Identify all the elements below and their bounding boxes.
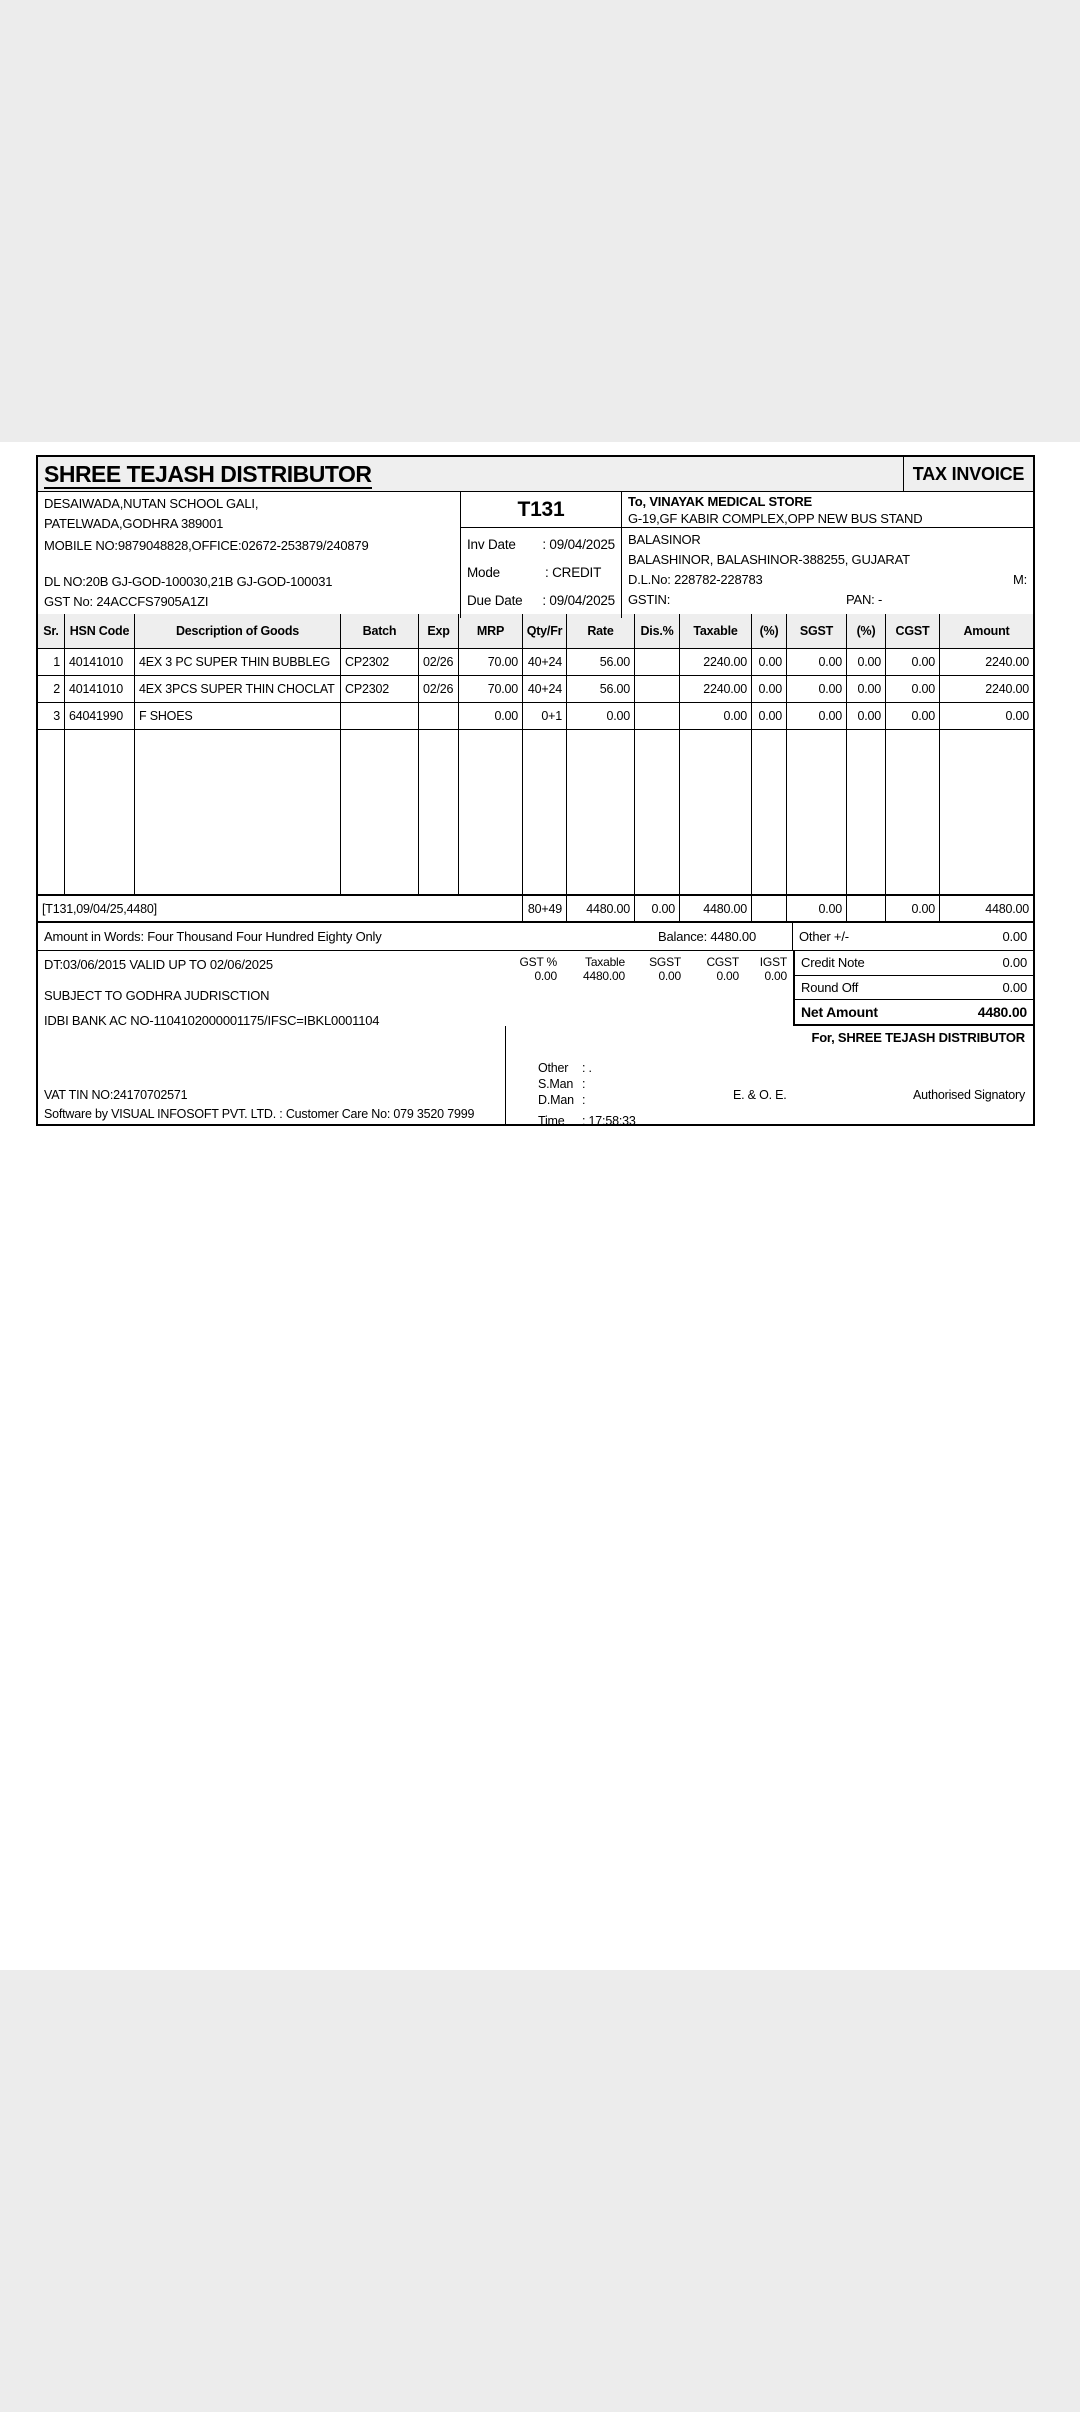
cell-qty: 40+24 — [523, 649, 567, 675]
eoe-label: E. & O. E. — [733, 1088, 787, 1102]
gst-sgst-header: SGST — [649, 955, 681, 969]
gst-igst-header: IGST — [759, 955, 787, 969]
cell-exp: 02/26 — [419, 676, 459, 702]
cell-sr: 2 — [38, 676, 65, 702]
table-row — [38, 649, 1033, 676]
gst-igst-value: 0.00 — [764, 969, 787, 983]
cell-taxable: 2240.00 — [680, 676, 752, 702]
cell-sgst-pct: 0.00 — [752, 703, 787, 729]
vat-tin: VAT TIN NO:24170702571 — [44, 1088, 188, 1102]
col-rate: Rate — [567, 614, 635, 648]
tax-invoice-document — [36, 455, 1035, 1126]
buyer-details — [622, 492, 1033, 618]
buyer-city: BALASINOR — [628, 532, 701, 547]
cell-qty: 40+24 — [523, 676, 567, 702]
amount-in-words: Amount in Words: Four Thousand Four Hundred Eighty Only — [44, 929, 382, 944]
other-footer-value: : . — [582, 1061, 592, 1075]
round-off-value: 0.00 — [1002, 980, 1027, 995]
credit-note-label: Credit Note — [801, 955, 865, 971]
seller-gst-number: GST No: 24ACCFS7905A1ZI — [44, 594, 209, 609]
cell-rate: 56.00 — [567, 649, 635, 675]
seller-address-1: DESAIWADA,NUTAN SCHOOL GALI, — [44, 496, 259, 511]
cell-exp: 02/26 — [419, 649, 459, 675]
net-amount-value: 4480.00 — [977, 1004, 1027, 1021]
table-empty-area — [38, 730, 1033, 896]
cell-batch: CP2302 — [341, 649, 419, 675]
cell-mrp: 70.00 — [459, 676, 523, 702]
cell-cgst-pct: 0.00 — [847, 703, 886, 729]
buyer-address-1: G-19,GF KABIR COMPLEX,OPP NEW BUS STAND — [628, 511, 923, 526]
invoice-dates — [461, 528, 621, 618]
print-time-row — [538, 1114, 636, 1128]
totals-sgst: 0.00 — [787, 896, 847, 921]
cell-amount: 2240.00 — [985, 682, 1029, 696]
validity-line: DT:03/06/2015 VALID UP TO 02/06/2025 — [44, 957, 273, 972]
summary-block — [38, 950, 1033, 1026]
for-signature-line: For, SHREE TEJASH DISTRIBUTOR — [811, 1030, 1025, 1045]
gst-cgst-header: CGST — [706, 955, 739, 969]
cell-description: F SHOES — [135, 703, 341, 729]
invoice-footer — [38, 1026, 1033, 1128]
col-cgst-pct: (%) — [847, 614, 886, 648]
other-footer-label: Other — [538, 1061, 569, 1075]
buyer-gstin-row — [628, 590, 1027, 610]
cell-exp — [419, 703, 459, 729]
cell-description: 4EX 3PCS SUPER THIN CHOCLAT — [135, 676, 341, 702]
sman-row — [538, 1076, 592, 1092]
col-sr: Sr. — [38, 614, 65, 648]
cell-mrp: 70.00 — [459, 649, 523, 675]
table-row — [38, 676, 1033, 703]
table-totals-row — [38, 896, 1033, 923]
time-label: Time — [538, 1114, 565, 1128]
invoice-page — [0, 442, 1080, 1970]
totals-rate: 4480.00 — [567, 896, 635, 921]
cell-sr: 3 — [38, 703, 65, 729]
gst-summary-table — [501, 955, 787, 983]
cell-cgst-pct: 0.00 — [847, 676, 886, 702]
col-hsn: HSN Code — [65, 614, 135, 648]
invoice-header — [38, 492, 1033, 614]
mode-row — [467, 559, 615, 587]
mode-value: : CREDIT — [545, 565, 602, 580]
net-amount-row — [795, 999, 1033, 1024]
gst-pct-header: GST % — [519, 955, 557, 969]
salesman-block — [538, 1060, 592, 1108]
cell-hsn: 40141010 — [65, 676, 135, 702]
gst-cgst-value: 0.00 — [716, 969, 739, 983]
cell-taxable: 0.00 — [680, 703, 752, 729]
other-label: Other +/- — [799, 929, 849, 944]
invoice-number: T131 — [461, 492, 621, 528]
cell-sgst-pct: 0.00 — [752, 676, 787, 702]
seller-name-heading — [38, 461, 903, 488]
cell-amount: 0.00 — [1005, 709, 1029, 723]
dman-value: : — [582, 1093, 586, 1107]
gst-summary-values — [501, 969, 787, 983]
totals-cgst-pct — [847, 896, 886, 921]
gst-pct-value: 0.00 — [534, 969, 557, 983]
totals-dis: 0.00 — [635, 896, 680, 921]
time-value: : 17:58:33 — [582, 1114, 636, 1128]
col-qty: Qty/Fr — [523, 614, 567, 648]
cell-cgst-pct: 0.00 — [847, 649, 886, 675]
amount-words-cell — [38, 923, 793, 950]
dman-row — [538, 1092, 592, 1108]
buyer-gstin-label: GSTIN: — [628, 592, 671, 607]
col-taxable: Taxable — [680, 614, 752, 648]
col-dis: Dis.% — [635, 614, 680, 648]
table-row — [38, 703, 1033, 730]
seller-details — [38, 492, 461, 618]
col-batch: Batch — [341, 614, 419, 648]
totals-taxable: 4480.00 — [680, 896, 752, 921]
seller-address-2: PATELWADA,GODHRA 389001 — [44, 516, 224, 531]
totals-ref: [T131,09/04/25,4480] — [38, 896, 523, 921]
tax-invoice-label: TAX INVOICE — [903, 457, 1033, 491]
other-adjustment-cell — [793, 923, 1033, 950]
sman-value: : — [582, 1077, 586, 1091]
other-row — [538, 1060, 592, 1076]
cell-cgst: 0.00 — [886, 703, 940, 729]
buyer-dl-row — [628, 570, 1027, 590]
totals-cgst: 0.00 — [886, 896, 940, 921]
gst-taxable-header: Taxable — [585, 955, 625, 969]
cell-sgst: 0.00 — [787, 703, 847, 729]
totals-box — [793, 950, 1033, 1026]
cell-dis — [635, 676, 680, 702]
cell-hsn: 40141010 — [65, 649, 135, 675]
inv-date-row — [467, 531, 615, 559]
inv-date-label: Inv Date — [467, 537, 516, 552]
net-amount-label: Net Amount — [801, 1004, 878, 1021]
cell-cgst: 0.00 — [886, 676, 940, 702]
cell-description: 4EX 3 PC SUPER THIN BUBBLEG — [135, 649, 341, 675]
title-row — [38, 457, 1033, 492]
cell-dis — [635, 649, 680, 675]
footer-divider — [505, 1026, 506, 1126]
due-date-label: Due Date — [467, 593, 523, 608]
buyer-mobile-label: M: — [1012, 572, 1027, 587]
items-table-header — [38, 614, 1033, 649]
cell-sr: 1 — [38, 649, 65, 675]
jurisdiction-line: SUBJECT TO GODHRA JUDRISCTION — [44, 988, 270, 1003]
round-off-label: Round Off — [801, 980, 859, 995]
spacer — [44, 557, 454, 572]
cell-mrp: 0.00 — [459, 703, 523, 729]
gst-summary-headers — [501, 955, 787, 969]
col-sgst-pct: (%) — [752, 614, 787, 648]
cell-hsn: 64041990 — [65, 703, 135, 729]
seller-dl-number: DL NO:20B GJ-GOD-100030,21B GJ-GOD-100031 — [44, 574, 333, 589]
cell-rate: 0.00 — [567, 703, 635, 729]
other-value: 0.00 — [1002, 929, 1027, 944]
buyer-name-block — [622, 492, 1033, 528]
cell-sgst-pct: 0.00 — [752, 649, 787, 675]
seller-name-text: SHREE TEJASH DISTRIBUTOR — [44, 460, 372, 487]
software-credit-line: Software by VISUAL INFOSOFT PVT. LTD. : Customer Care No: 079 3520 7999 — [44, 1107, 475, 1121]
due-date-row — [467, 587, 615, 615]
buyer-name: To, VINAYAK MEDICAL STORE — [628, 494, 813, 509]
sman-label: S.Man — [538, 1077, 574, 1091]
summary-left — [38, 950, 793, 1026]
bank-details-line: IDBI BANK AC NO-1104102000001175/IFSC=IBKL0001104 — [44, 1013, 380, 1028]
totals-sgst-pct — [752, 896, 787, 921]
mode-label: Mode — [467, 565, 500, 580]
col-cgst: CGST — [886, 614, 940, 648]
cell-batch: CP2302 — [341, 676, 419, 702]
round-off-row — [795, 976, 1033, 1000]
balance-text: Balance: 4480.00 — [658, 929, 756, 944]
gst-taxable-value: 4480.00 — [583, 969, 625, 983]
cell-sgst: 0.00 — [787, 649, 847, 675]
col-mrp: MRP — [459, 614, 523, 648]
dman-label: D.Man — [538, 1093, 574, 1107]
invoice-meta — [461, 492, 622, 618]
col-amount: Amount — [963, 624, 1010, 638]
cell-qty: 0+1 — [523, 703, 567, 729]
gst-sgst-value: 0.00 — [658, 969, 681, 983]
cell-dis — [635, 703, 680, 729]
inv-date-value: : 09/04/2025 — [542, 537, 615, 552]
cell-sgst: 0.00 — [787, 676, 847, 702]
buyer-address-2: BALASHINOR, BALASHINOR-388255, GUJARAT — [628, 552, 910, 567]
buyer-pan: PAN: - — [846, 592, 883, 607]
seller-contact: MOBILE NO:9879048828,OFFICE:02672-253879/240879 — [44, 538, 369, 553]
due-date-value: : 09/04/2025 — [542, 593, 615, 608]
buyer-address-block — [622, 528, 1033, 618]
cell-amount: 2240.00 — [985, 655, 1029, 669]
cell-taxable: 2240.00 — [680, 649, 752, 675]
col-description: Description of Goods — [135, 614, 341, 648]
buyer-dl-number: D.L.No: 228782-228783 — [628, 572, 763, 587]
cell-rate: 56.00 — [567, 676, 635, 702]
totals-qty: 80+49 — [523, 896, 567, 921]
authorised-signatory-label: Authorised Signatory — [912, 1088, 1025, 1102]
col-sgst: SGST — [787, 614, 847, 648]
amount-words-row — [38, 923, 1033, 950]
totals-amount: 4480.00 — [985, 901, 1029, 916]
cell-batch — [341, 703, 419, 729]
credit-note-row — [795, 951, 1033, 976]
cell-cgst: 0.00 — [886, 649, 940, 675]
credit-note-value: 0.00 — [1002, 955, 1027, 971]
col-exp: Exp — [419, 614, 459, 648]
